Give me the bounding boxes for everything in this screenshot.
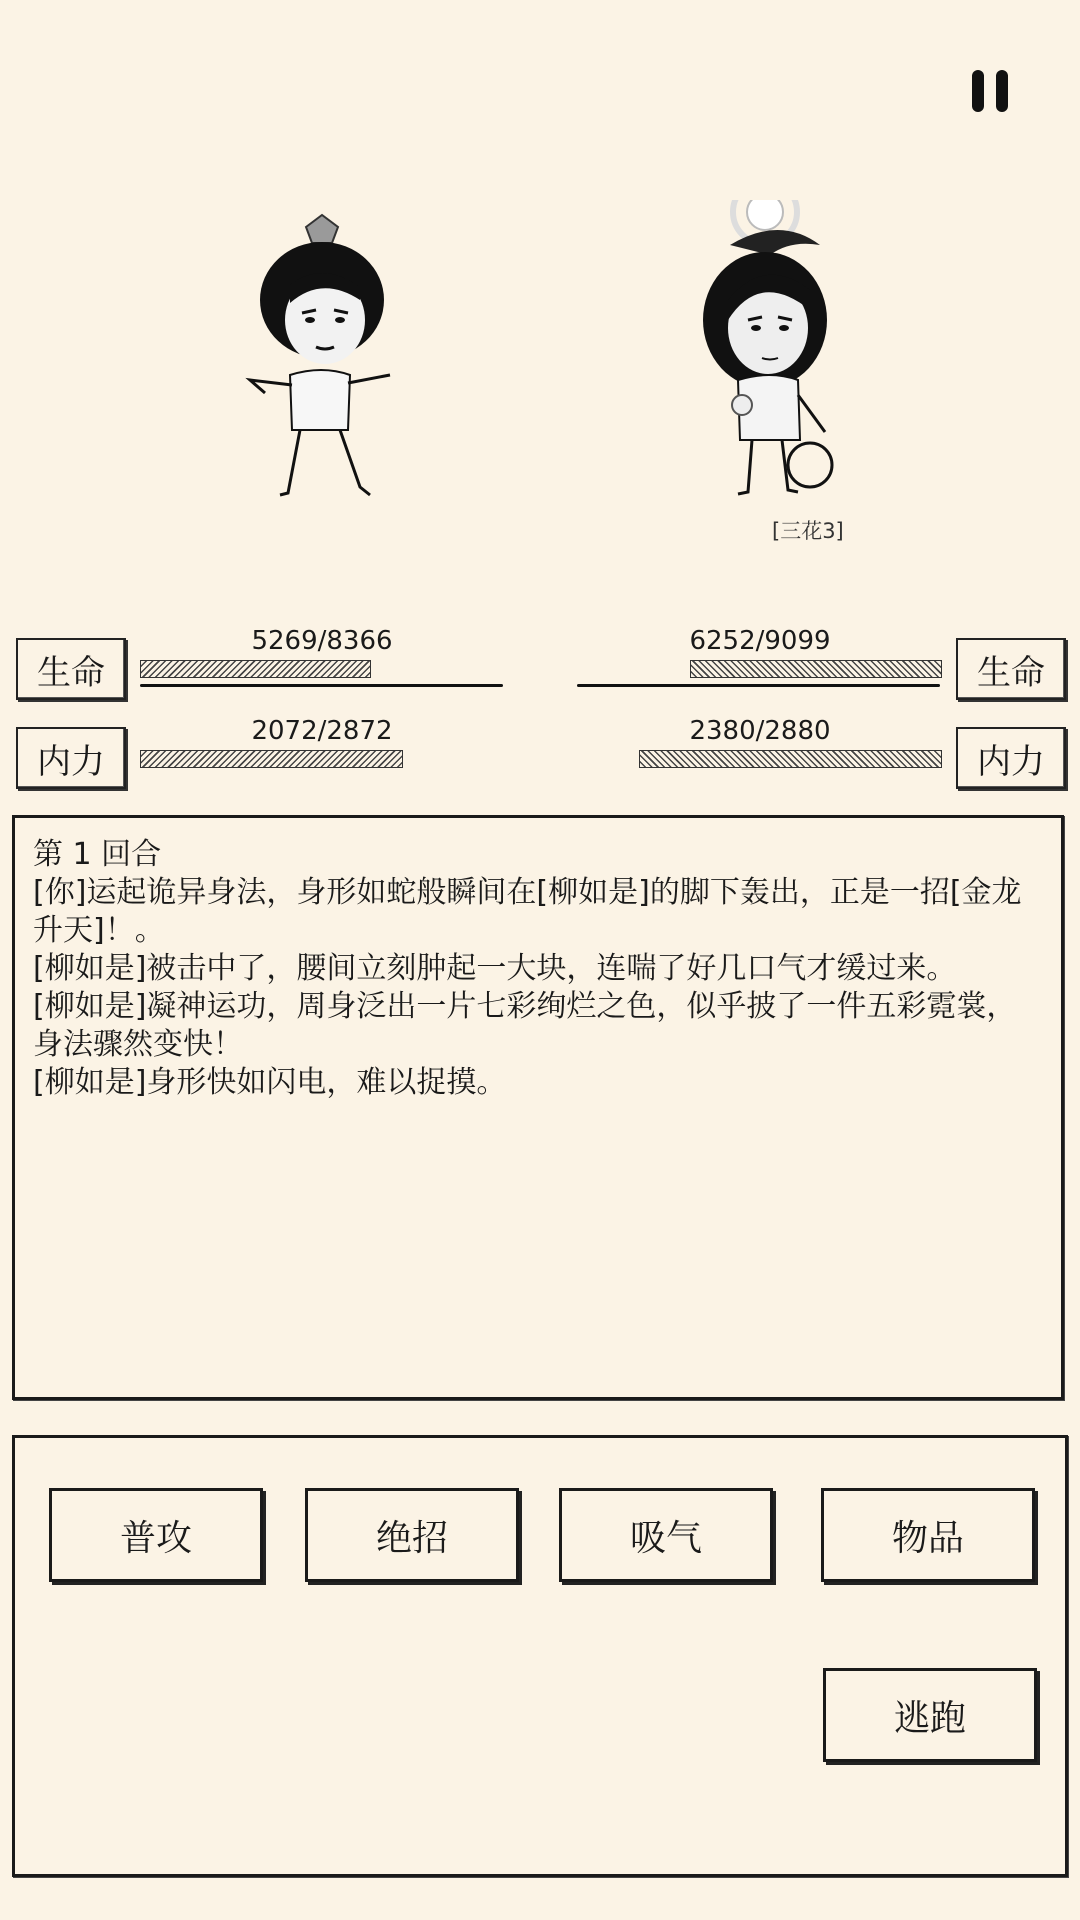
battle-log[interactable] — [12, 815, 1064, 1400]
enemy-mp-label: 内力 — [956, 727, 1066, 789]
enemy-hp-bar — [690, 660, 942, 678]
log-line: [你]运起诡异身法，身形如蛇般瞬间在[柳如是]的脚下轰出，正是一招[金龙升天]！。 — [33, 875, 1022, 948]
log-line: [柳如是]凝神运功，周身泛出一片七彩绚烂之色，似乎披了一件五彩霓裳，身法骤然变快！ — [33, 989, 1017, 1062]
enemy-hp-text: 6252/9099 — [689, 626, 831, 656]
player-hp-track — [140, 684, 503, 687]
items-button[interactable]: 物品 — [821, 1488, 1035, 1582]
flee-button[interactable]: 逃跑 — [823, 1668, 1037, 1762]
player-sprite-icon — [210, 205, 430, 505]
player-hp-text: 5269/8366 — [251, 626, 393, 656]
enemy-character — [670, 200, 890, 500]
enemy-hp-label: 生命 — [956, 638, 1066, 700]
pause-icon-bar-left — [972, 70, 984, 112]
pause-icon-bar-right — [996, 70, 1008, 112]
breathe-button[interactable]: 吸气 — [559, 1488, 773, 1582]
log-line: 第 1 回合 — [33, 837, 162, 872]
player-mp-bar — [140, 750, 403, 768]
player-character — [210, 205, 430, 505]
player-mp-text: 2072/2872 — [251, 716, 393, 746]
attack-button[interactable]: 普攻 — [49, 1488, 263, 1582]
enemy-sprite-icon — [670, 200, 890, 500]
player-hp-label: 生命 — [16, 638, 126, 700]
pause-button[interactable] — [968, 70, 1012, 114]
player-mp-label: 内力 — [16, 727, 126, 789]
log-line: [柳如是]被击中了，腰间立刻肿起一大块，连喘了好几口气才缓过来。 — [33, 951, 957, 986]
enemy-buff-label: [三花3] — [772, 519, 844, 543]
log-line: [柳如是]身形快如闪电，难以捉摸。 — [33, 1065, 507, 1100]
enemy-mp-text: 2380/2880 — [689, 716, 831, 746]
skill-button[interactable]: 绝招 — [305, 1488, 519, 1582]
action-panel — [12, 1435, 1068, 1877]
enemy-mp-bar — [639, 750, 942, 768]
player-hp-bar — [140, 660, 371, 678]
enemy-hp-track — [577, 684, 940, 687]
